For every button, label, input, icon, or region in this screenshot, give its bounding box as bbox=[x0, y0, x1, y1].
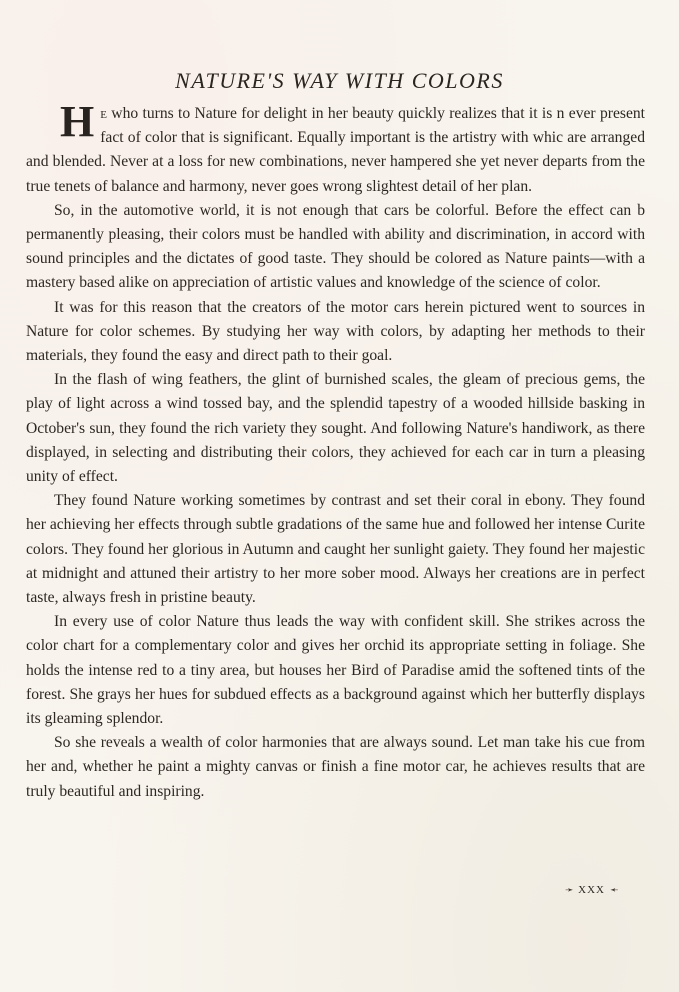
page-number bbox=[565, 884, 618, 896]
drop-cap: H bbox=[60, 97, 95, 146]
paragraph-5: They found Nature working sometimes by contrast and set their coral in ebony. They found her achieving her effects through subtle gradations of the same hue and followed her intense Curite colors. They found her glorious in Autumn and caught her sunlight gaiety. They found her majestic at midnight and attuned their artistry to her more sober mood. Always her creations are in perfect taste, always fresh in pristine beauty. bbox=[26, 492, 645, 607]
page-title: NATURE'S WAY WITH COLORS bbox=[175, 68, 504, 93]
paragraph-7: So she reveals a wealth of color harmonies that are always sound. Let man take his cue from her and, whether he paint a mighty canvas or finish a fine motor car, he achieves results that are truly beautiful and inspiring. bbox=[26, 734, 645, 800]
left-ornament-icon: ➛ bbox=[565, 885, 575, 896]
lead-word: e bbox=[100, 105, 107, 122]
paragraph-4: In the flash of wing feathers, the glint of burnished scales, the gleam of precious gems, the play of light across a wind tossed bay, and the splendid tapestry of a wooded hillside basking in October's sun, they found the rich variety they sought. And following Nature's handiwork, as there displayed, in selecting and distributing their colors, they achieved for each car in turn a pleasing unity of effect. bbox=[26, 371, 645, 486]
paragraph-2: So, in the automotive world, it is not enough that cars be colorful. Before the effect can b permanently pleasing, their colors must be handled with ability and discrimination, in accord with sound principles and the dictates of good taste. They should be colored as Nature paints—with a mastery based alike on appreciation of artistic values and knowledge of the science of color. bbox=[26, 201, 645, 292]
paragraph-1 bbox=[26, 96, 645, 199]
paragraph-1-text: who turns to Nature for delight in her beauty quickly realizes that it is n ever present fact of color that is significant. Equally important is the artistry with whic are arranged and blended. Never at a loss for new combinations, never hampered she yet never departs from the true tenets of balance and harmony, never goes wrong slightest detail of her plan. bbox=[26, 105, 645, 195]
right-ornament-icon: ➛ bbox=[608, 885, 619, 896]
paragraph-3: It was for this reason that the creators of the motor cars herein pictured went to sources in Nature for color schemes. By studying her way with colors, by adapting her methods to their materials, they found the easy and direct path to their goal. bbox=[26, 298, 645, 365]
paragraph-6: In every use of color Nature thus leads the way with confident skill. She strikes across the color chart for a complementary color and gives her orchid its appropriate setting in foliage. She holds the intense red to a tiny area, but houses her Bird of Paradise amid the softened tints of the forest. She grays her hues for subdued effects as a background against which her butterfly displays its gleaming splendor. bbox=[26, 613, 645, 728]
article-body bbox=[26, 96, 645, 804]
page-number-text: XXX bbox=[578, 884, 605, 896]
